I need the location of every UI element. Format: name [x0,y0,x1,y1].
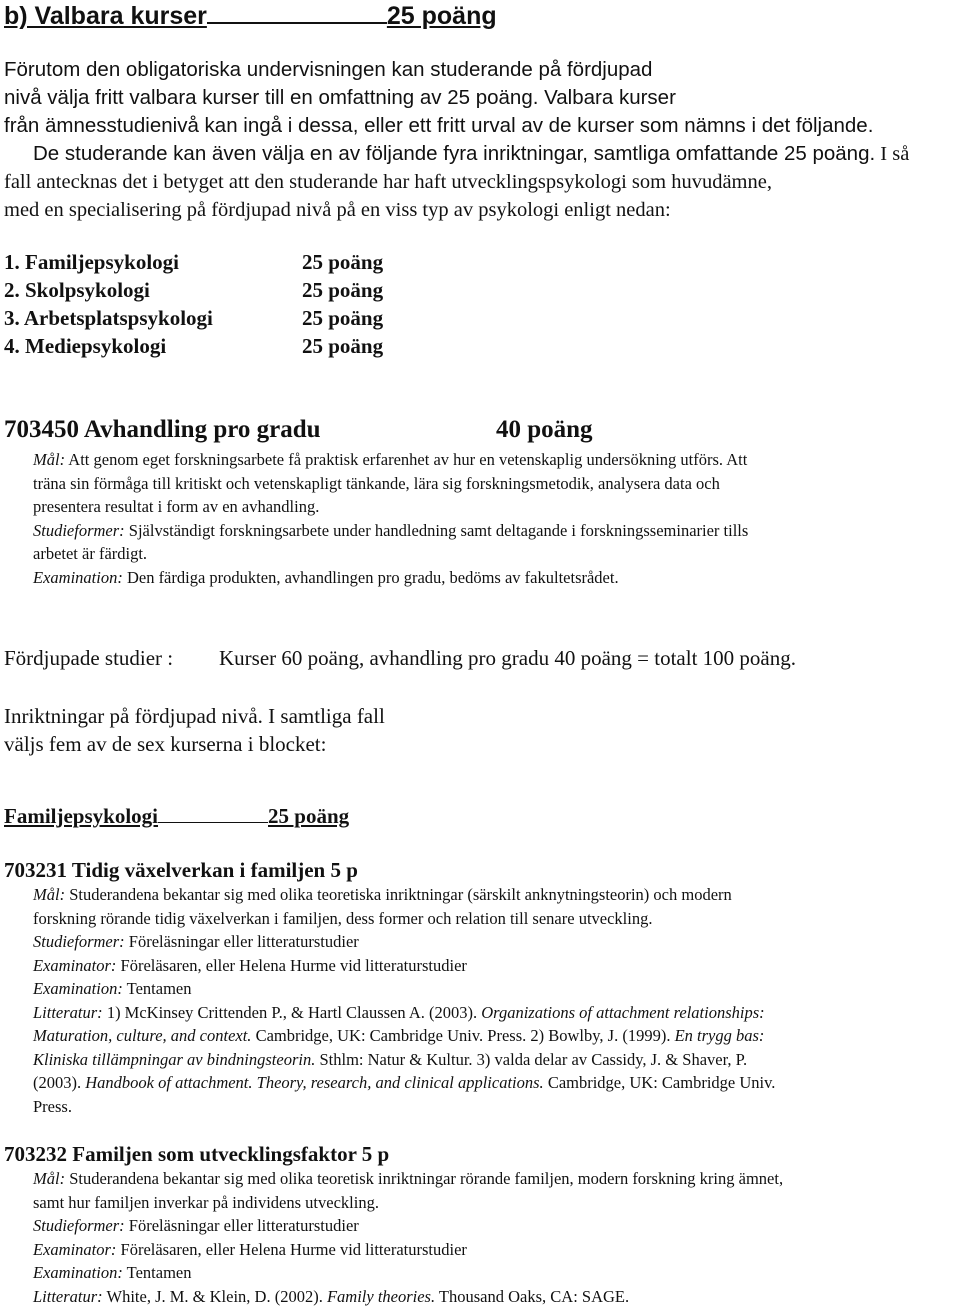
course-703232-body: Mål: Studerandena bekantar sig med olika teoretisk inriktningar rörande familjen, modern forskning kring ämnet, samt hur familjen inverkar på individens utveckling. Studieformer: Föreläsningar eller litteraturstudier Examinator: Föreläsaren, eller Helena Hurme vid litteraturstudier Examination: Tentamen Litteratur: White, J. M. & Klein, D. (2002). Family theories. Thousand Oaks, CA: SAGE. [33,1169,784,1306]
list-item: 2. Skolpsykologi 25 poäng [4,278,384,302]
intro-paragraph-c [4,168,772,224]
section-b-title: b) Valbara kurser [4,2,207,30]
thesis-title: 703450 Avhandling pro gradu [4,416,321,443]
familj-points: 25 poäng [268,804,350,828]
intro-paragraph [4,56,873,140]
section-b-heading [4,0,497,31]
heading-underline-gap [158,804,268,823]
list-item: 4. Mediepsykologi 25 poäng [4,334,384,358]
list-item: 3. Arbetsplatspsykologi 25 poäng [4,306,384,330]
summary-text: Kurser 60 poäng, avhandling pro gradu 40 poäng = totalt 100 poäng. [219,646,796,670]
inriktningar-list [4,248,383,360]
thesis-points: 40 poäng [496,416,593,443]
inriktningar-text: Inriktningar på fördjupad nivå. I samtliga fall väljs fem av de sex kurserna i blocket: [4,704,385,756]
thesis-body: Mål: Att genom eget forskningsarbete få praktisk erfarenhet av hur en vetenskaplig undersökning utförs. Att träna sin förmåga till kritiskt och vetenskapligt tänkande, lära sig forskningsmetodik, analysera data och presentera resultat i form av en avhandling. Studieformer: Självständigt forskningsarbete under handledning samt deltagande i forskningsseminarier tills arbetet är färdigt. Examination: Den färdiga produkten, avhandlingen pro gradu, bedöms av fakultetsrådet. [33,450,749,587]
heading-underline-gap [207,0,387,24]
intro-line-3: från ämnesstudienivå kan ingå i dessa, eller ett fritt urval av de kurser som nämns i det följande. [4,114,874,137]
section-b-points: 25 poäng [386,2,497,30]
intro-paragraph-b [33,140,909,168]
intro-line-4b: I så [880,143,910,165]
summary-line [4,646,796,671]
list-item: 1. Familjepsykologi 25 poäng [4,250,384,274]
intro-line-2: nivå välja fritt valbara kurser till en omfattning av 25 poäng. Valbara kurser [4,86,676,109]
intro-line-5: fall antecknas det i betyget att den studerande har haft utvecklingspsykologi som huvudämne, [4,171,772,193]
thesis-heading [4,416,593,444]
course-703232-title: 703232 Familjen som utvecklingsfaktor 5 p [4,1142,390,1166]
label: Mål: [33,450,66,469]
course-703231-body: Mål: Studerandena bekantar sig med olika teoretiska inriktningar (särskilt anknytningsteorin) och modern forskning rörande tidig växelverkan i familjen, dess former och relation till senare utveckling. Studieformer: Föreläsningar eller litteraturstudier Examinator: Föreläsaren, eller Helena Hurme vid litteraturstudier Examination: Tentamen Litteratur: 1) McKinsey Crittenden P., & Hartl Claussen A. (2003). Organizations of attachment relationships: Maturation, culture, and context. Cambridge, UK: Cambridge Univ. Press. 2) Bowlby, J. (1999). En trygg bas: Kliniska tillämpningar av bindningsteorin. Sthlm: Natur & Kultur. 3) valda delar av Cassidy, J. & Shaver, P. (2003). Handbook of attachment. Theory, research, and clinical applications. Cambridge, UK: Cambridge Univ. Press. [33,885,776,1116]
summary-label: Fördjupade studier : [4,646,174,670]
familj-title: Familjepsykologi [4,804,159,828]
intro-line-1: Förutom den obligatoriska undervisningen kan studerande på fördjupad [4,58,653,81]
course-703231-title: 703231 Tidig växelverkan i familjen 5 p [4,858,358,882]
familj-heading [4,804,349,829]
intro-line-4: De studerande kan även välja en av följande fyra inriktningar, samtliga omfattande 25 poäng. [33,142,876,165]
intro-line-6: med en specialisering på fördjupad nivå på en viss typ av psykologi enligt nedan: [4,199,671,221]
